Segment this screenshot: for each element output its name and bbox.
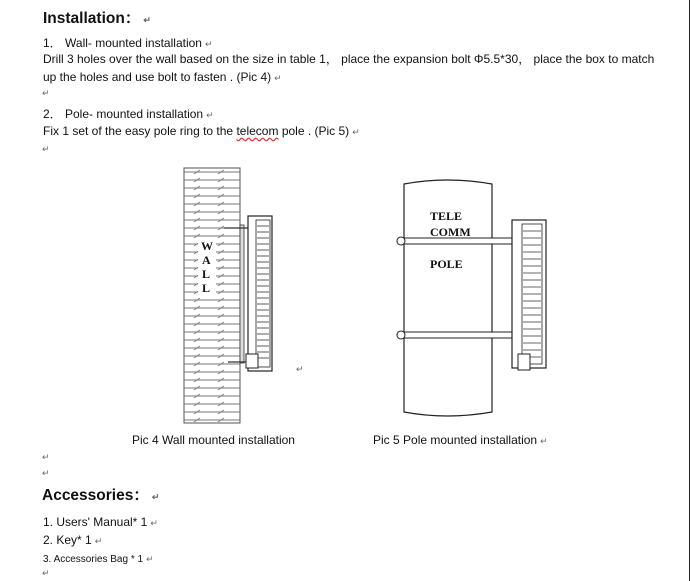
paragraph-mark: ↵ bbox=[143, 15, 151, 25]
accessory-item bbox=[43, 552, 154, 567]
pic5-caption bbox=[373, 433, 548, 448]
accessory-item-text: 1. Users' Manual* 1 bbox=[43, 515, 148, 529]
accessories-heading bbox=[42, 487, 159, 506]
paragraph-mark: ↵ bbox=[42, 568, 50, 578]
paragraph-mark: ↵ bbox=[274, 73, 282, 83]
wall-install-title-text: 1． Wall- mounted installation bbox=[43, 36, 202, 50]
wall-install-line2 bbox=[43, 70, 282, 85]
pic5-caption-text: Pic 5 Pole mounted installation bbox=[373, 433, 538, 447]
paragraph-mark: ↵ bbox=[42, 468, 50, 478]
paragraph-mark: ↵ bbox=[42, 144, 50, 154]
pole-install-title bbox=[43, 107, 214, 122]
wall-label-letter: L bbox=[202, 281, 211, 295]
accessory-item-text: 3. Accessories Bag * 1 bbox=[43, 554, 144, 565]
paragraph-mark: ↵ bbox=[42, 452, 50, 462]
pole-install-text-a: Fix 1 set of the easy pole ring to the bbox=[43, 124, 237, 138]
accessory-item bbox=[43, 533, 102, 548]
pole-install-text-b: pole . (Pic 5) bbox=[278, 124, 350, 138]
accessory-item bbox=[43, 515, 158, 530]
page-edge-line bbox=[689, 0, 690, 581]
installation-heading bbox=[43, 10, 151, 29]
pole-install-line1 bbox=[43, 124, 360, 139]
paragraph-mark: ↵ bbox=[540, 436, 548, 446]
wall-label-letter: W bbox=[201, 239, 213, 253]
pole-ring-bottom bbox=[397, 331, 524, 339]
wall-mount-drawing bbox=[180, 168, 310, 428]
pole-mount-drawing bbox=[392, 176, 552, 421]
paragraph-mark: ↵ bbox=[150, 518, 158, 528]
wall-install-title bbox=[43, 36, 213, 51]
pole-label-line: COMM bbox=[430, 225, 471, 239]
paragraph-mark: ↵ bbox=[206, 110, 214, 120]
wall-label-letter: A bbox=[202, 253, 211, 267]
cabinet-side-view bbox=[246, 216, 272, 371]
paragraph-mark: ↵ bbox=[204, 39, 213, 49]
cabinet-side-view bbox=[512, 220, 546, 370]
installation-heading-text: Installation： bbox=[43, 10, 141, 27]
pic4-caption: Pic 4 Wall mounted installation bbox=[132, 433, 295, 447]
pole-label-line: TELE bbox=[430, 209, 463, 223]
wall-label-letter: L bbox=[202, 267, 211, 281]
paragraph-mark: ↵ bbox=[42, 88, 50, 98]
paragraph-mark: ↵ bbox=[94, 536, 103, 546]
wall-install-line2-text: up the holes and use bolt to fasten . (Pic 4) bbox=[43, 70, 272, 84]
paragraph-mark: ↵ bbox=[352, 127, 360, 137]
accessories-heading-text: Accessories： bbox=[42, 487, 149, 504]
pole-install-title-text: 2． Pole- mounted installation bbox=[43, 107, 204, 121]
spellcheck-underlined-word: telecom bbox=[236, 124, 279, 138]
paragraph-mark: ↵ bbox=[151, 492, 160, 502]
paragraph-mark: ↵ bbox=[146, 554, 154, 564]
wall-install-line1: Drill 3 holes over the wall based on the size in table 1， place the expansion bolt Φ5.5*30， place the box to match bbox=[43, 52, 655, 66]
pole-label-line: POLE bbox=[430, 257, 463, 271]
paragraph-mark: ↵ bbox=[296, 364, 304, 374]
accessory-item-text: 2. Key* 1 bbox=[43, 533, 92, 547]
